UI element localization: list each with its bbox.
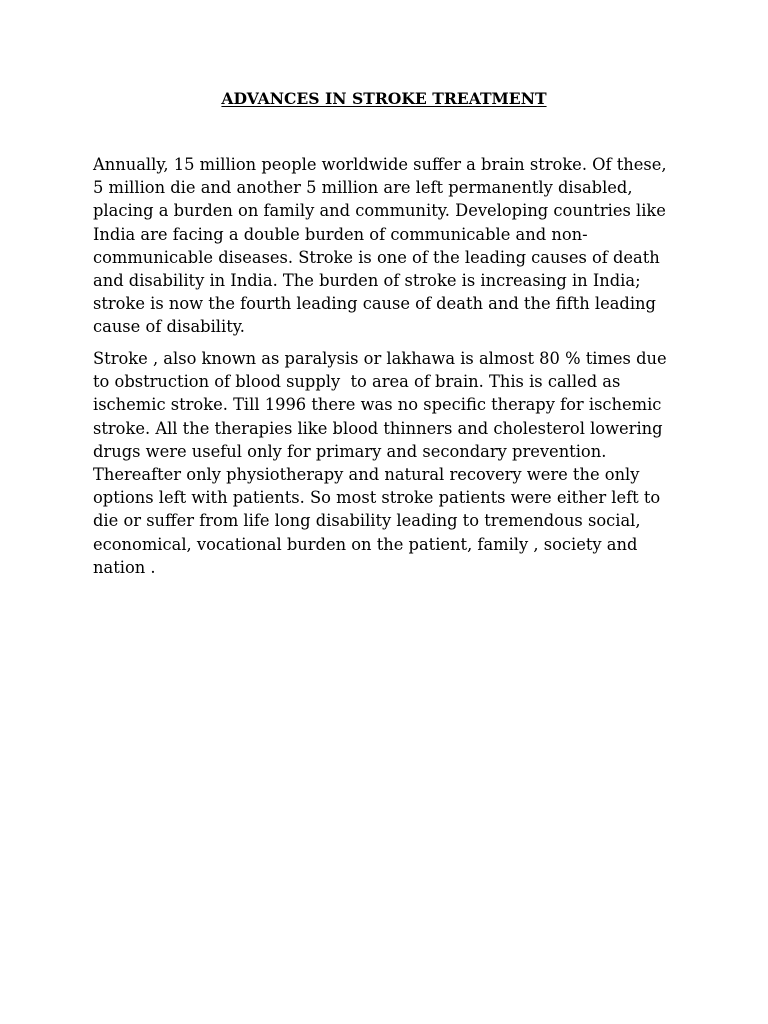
text-line: communicable diseases. Stroke is one of the leading causes of death — [93, 247, 660, 267]
text-line: to obstruction of blood supply to area of brain. This is called as — [93, 372, 621, 392]
text-line: India are facing a double burden of communicable and non- — [93, 224, 588, 244]
text-line: and disability in India. The burden of stroke is increasing in India; — [93, 271, 641, 291]
text-line: economical, vocational burden on the patient, family , society and — [93, 534, 638, 554]
text-line: options left with patients. So most stroke patients were either left to — [93, 488, 661, 508]
paragraph-1 — [93, 153, 703, 339]
paragraph-2 — [93, 347, 703, 579]
text-line: stroke. All the therapies like blood thinners and cholesterol lowering — [93, 418, 663, 438]
text-line: nation . — [93, 557, 156, 577]
text-line: 5 million die and another 5 million are left permanently disabled, — [93, 178, 633, 198]
text-line: cause of disability. — [93, 317, 245, 337]
text-line: ischemic stroke. Till 1996 there was no specific therapy for ischemic — [93, 395, 662, 415]
text-line: Annually, 15 million people worldwide suffer a brain stroke. Of these, — [93, 155, 667, 174]
text-line: drugs were useful only for primary and secondary prevention. — [93, 441, 607, 461]
text-line: Thereafter only physiotherapy and natural recovery were the only — [93, 465, 640, 485]
document-title: ADVANCES IN STROKE TREATMENT — [221, 89, 547, 108]
text-line: placing a burden on family and community. Developing countries like — [93, 201, 666, 221]
text-line: Stroke , also known as paralysis or lakhawa is almost 80 % times due — [93, 349, 667, 368]
text-line: die or suffer from life long disability leading to tremendous social, — [93, 511, 641, 531]
text-line: stroke is now the fourth leading cause of death and the fifth leading — [93, 294, 656, 314]
